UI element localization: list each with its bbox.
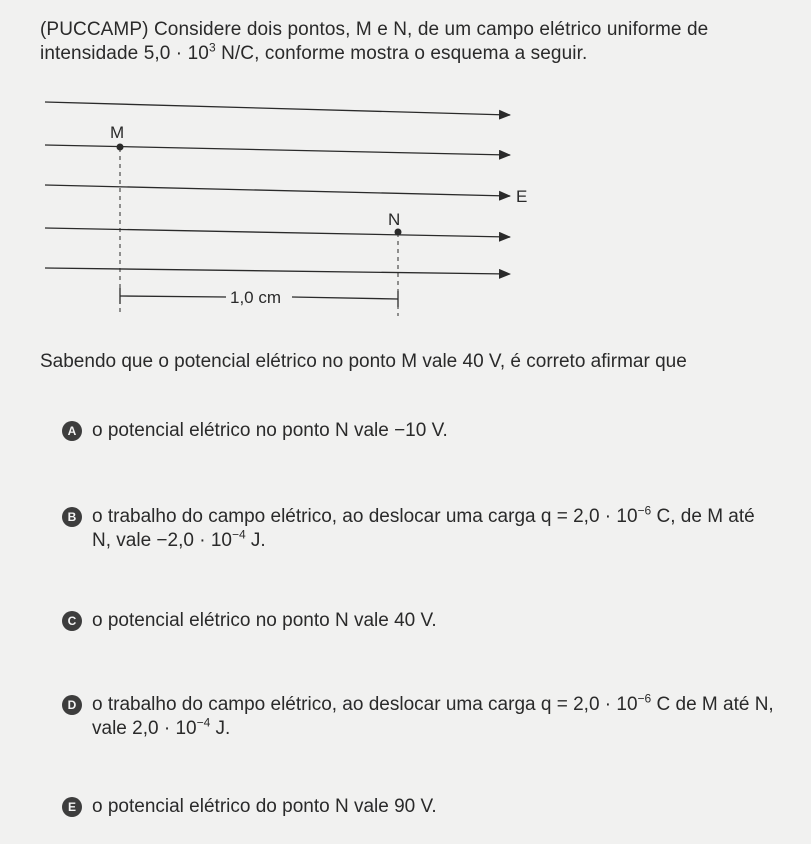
option-b-charge-exp: −6: [637, 503, 652, 518]
option-b-value: −2,0 · 10: [156, 530, 232, 551]
intensity-mantissa: 5,0: [143, 43, 171, 64]
option-b-text: [92, 505, 792, 553]
point-n-marker: [395, 229, 402, 236]
point-m-marker: [117, 144, 124, 151]
option-e-text: o potencial elétrico do ponto N vale 90 V.: [92, 796, 437, 817]
option-d-value-exp: −4: [196, 715, 211, 730]
distance-label: 1,0 cm: [230, 288, 282, 307]
option-b-value-unit: J.: [250, 530, 266, 551]
distance-segment-right: [292, 297, 398, 299]
field-line-5: [45, 268, 510, 274]
option-d-value-unit: J.: [215, 718, 231, 739]
question-line2-pre: intensidade: [40, 43, 139, 64]
intensity-base: · 10: [175, 43, 209, 64]
option-b-pre: o trabalho do campo elétrico, ao deslocar uma carga: [92, 506, 536, 527]
option-d-line2-pre: vale: [92, 718, 127, 739]
field-line-2: [45, 145, 510, 155]
option-a[interactable]: [62, 419, 792, 443]
question-source: (PUCCAMP): [40, 19, 149, 40]
option-d[interactable]: [62, 693, 792, 741]
option-d-charge-exp: −6: [637, 691, 652, 706]
option-e-badge: E: [62, 797, 82, 817]
point-m-label: M: [110, 123, 125, 142]
option-b-badge: B: [62, 507, 82, 527]
option-c[interactable]: [62, 609, 792, 633]
option-d-text: [92, 693, 792, 741]
electric-field-diagram: [0, 0, 811, 340]
field-line-1: [45, 102, 510, 115]
option-b[interactable]: [62, 505, 792, 553]
option-d-value: 2,0 · 10: [132, 718, 197, 739]
question-line2-post: conforme mostra o esquema a seguir.: [264, 43, 588, 64]
option-b-line2-pre: N, vale: [92, 530, 152, 551]
intensity-unit: N/C,: [221, 43, 260, 64]
option-c-badge: C: [62, 611, 82, 631]
option-b-value-exp: −4: [231, 527, 246, 542]
option-d-charge: q = 2,0 · 10: [540, 694, 638, 715]
option-e[interactable]: [62, 795, 792, 819]
field-label: E: [516, 187, 528, 206]
option-b-charge: q = 2,0 · 10: [540, 506, 638, 527]
option-d-pre: o trabalho do campo elétrico, ao deslocar uma carga: [92, 694, 536, 715]
field-line-3: [45, 185, 510, 196]
option-c-text: o potencial elétrico no ponto N vale 40 V.: [92, 610, 437, 631]
option-d-charge-unit: C de M até N,: [656, 694, 774, 715]
question-line1: Considere dois pontos, M e N, de um campo elétrico uniforme de: [153, 19, 709, 40]
option-d-badge: D: [62, 695, 82, 715]
field-line-4: [45, 228, 510, 237]
option-a-badge: A: [62, 421, 82, 441]
point-n-label: N: [388, 210, 401, 229]
distance-segment-left: [120, 296, 226, 297]
option-a-text: o potencial elétrico no ponto N vale −10 V.: [92, 420, 448, 441]
option-b-charge-unit: C, de M até: [656, 506, 755, 527]
intensity-exponent: 3: [208, 40, 216, 55]
question-prompt: Sabendo que o potencial elétrico no ponto M vale 40 V, é correto afirmar que: [40, 351, 687, 372]
